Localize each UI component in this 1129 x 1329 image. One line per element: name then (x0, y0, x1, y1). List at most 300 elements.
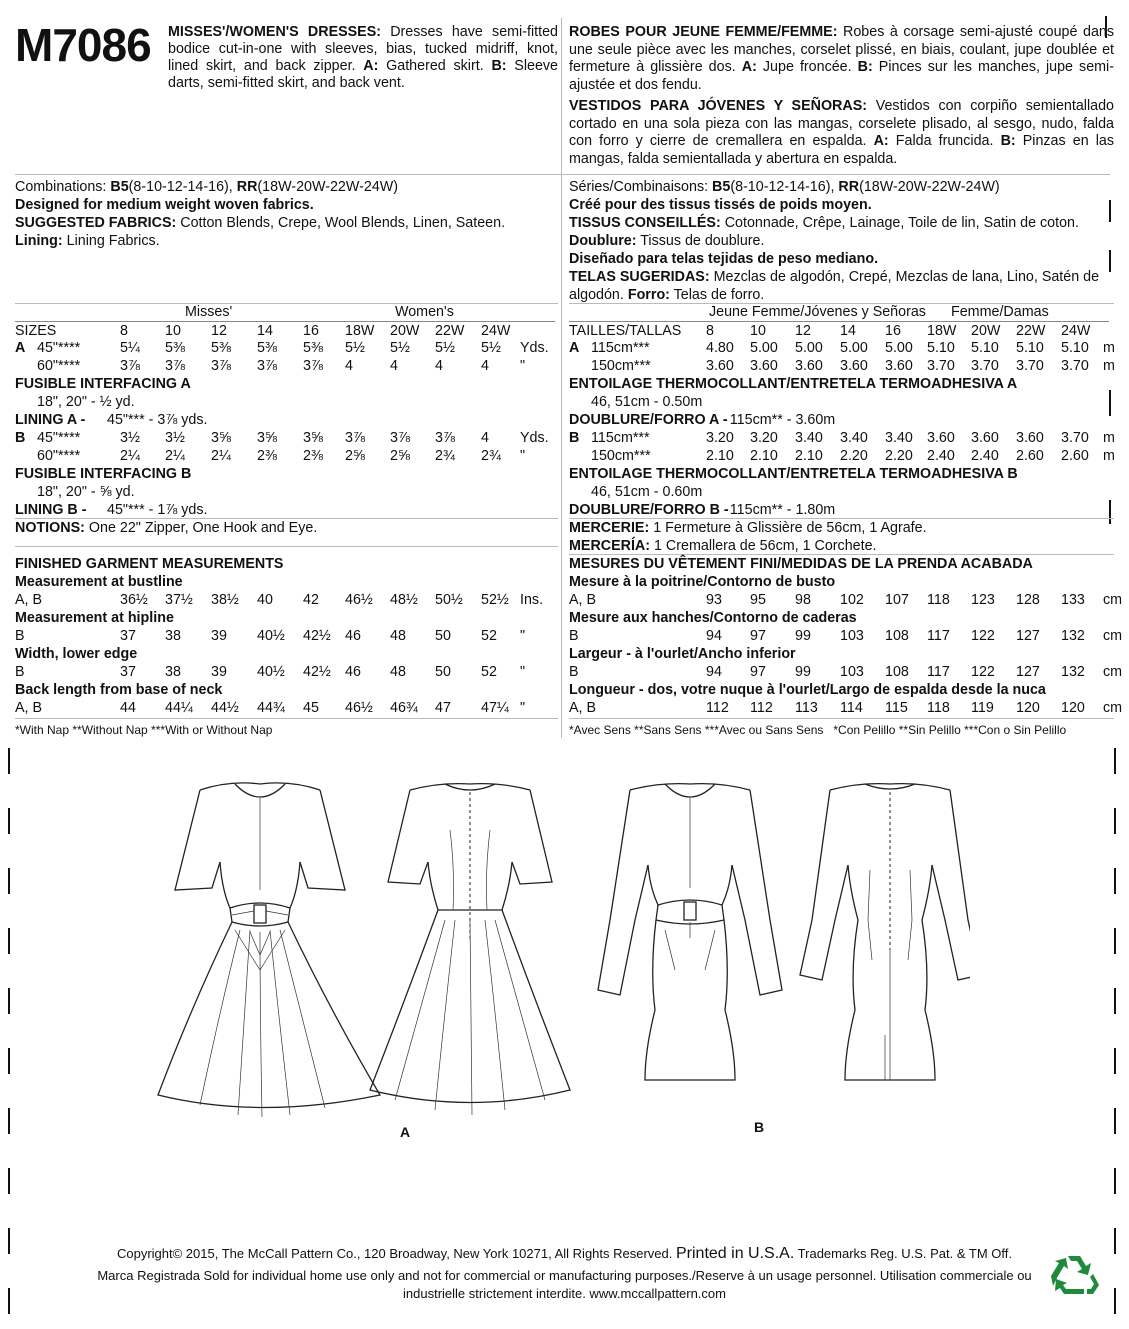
sizes-row (15, 321, 555, 339)
sizes-label: TAILLES/TALLAS (569, 323, 682, 339)
yardage-value: 3.60 (840, 358, 868, 374)
unit: " (520, 700, 526, 716)
row-note: 115cm** - 1.80m (729, 502, 836, 518)
measurement-value: 132 (1061, 628, 1085, 644)
unit: m (1103, 448, 1115, 464)
size-header: 16 (303, 323, 319, 339)
size-header: 24W (481, 323, 511, 339)
yardage-value: 3.60 (750, 358, 778, 374)
sizes-row (569, 321, 1109, 339)
measurement-value: 113 (795, 700, 818, 716)
measurement-value: 46½ (345, 592, 373, 608)
yardage-value: 3.60 (971, 430, 999, 446)
register-mark (1114, 928, 1116, 954)
row-heading: FUSIBLE INTERFACING A (15, 376, 191, 392)
measurement-value: 45 (303, 700, 319, 716)
measurement-value: 50½ (435, 592, 463, 608)
yardage-value: 4 (481, 430, 489, 446)
measurement-value: 94 (706, 628, 722, 644)
yardage-value: 3.60 (795, 358, 823, 374)
yardage-value: 2.40 (927, 448, 955, 464)
yardage-value: 2¼ (211, 448, 231, 464)
view-letter: A (569, 340, 580, 356)
description-fr: ROBES POUR JEUNE FEMME/FEMME: Robes à corsage semi-ajusté coupé dans une seule pièce avec les manches, corselet plissé, en biais, coulant, jupe doublée et fermeture à glissière dos. A: Jupe froncée. B: Pinces sur les manches, jupe semi-ajustée et dos fendu. (569, 24, 1114, 93)
measurement-value: 52 (481, 628, 497, 644)
yardage-value: 5½ (481, 340, 501, 356)
measurement-value: 103 (840, 664, 864, 680)
yardage-value: 4.80 (706, 340, 734, 356)
unit: " (520, 448, 526, 464)
yardage-value: 5.00 (795, 340, 823, 356)
measurement-value: 112 (750, 700, 773, 716)
register-mark (1114, 1108, 1116, 1134)
view-letter: A, B (15, 592, 43, 608)
fabric-info-fr: Séries/Combinaisons: B5(8-10-12-14-16), RR(18W-20W-22W-24W) Créé pour des tissus tissés de poids moyen. TISSUS CONSEILLÉS: Cotonnade, Crêpe, Lainage, Toile de lin, Satin de coton. Doublure: Tissus de doublure. Diseñado para telas tejidas de peso mediano. TELAS SUGERIDAS: Mezclas de algodón, Crepé, Mezclas de lana, Lino, Satén de algodón. Forro: Telas de forro. (569, 179, 1100, 303)
yardage-value: 4 (390, 358, 398, 374)
yardage-row (569, 483, 1109, 501)
yardage-value: 3.40 (840, 430, 868, 446)
measurement-value: 114 (840, 700, 863, 716)
measurement-value: 127 (1016, 664, 1040, 680)
size-header: 16 (885, 323, 901, 339)
measurement-value: 97 (750, 628, 766, 644)
measurement-value: 98 (795, 592, 811, 608)
measurement-value: 46½ (345, 700, 373, 716)
size-group-row (569, 303, 1109, 321)
yardage-value: 2¾ (435, 448, 455, 464)
measurement-value: 42½ (303, 628, 331, 644)
measurement-value: 50 (435, 628, 451, 644)
yardage-value: 3⅞ (303, 358, 323, 374)
yardage-row (15, 429, 555, 447)
yardage-value: 3⅞ (257, 358, 277, 374)
yardage-value: 2⅝ (390, 448, 410, 464)
yardage-value: 2¼ (165, 448, 185, 464)
measurement-value: 118 (927, 592, 950, 608)
measurement-label: Measurement at bustline (15, 574, 183, 590)
register-mark (8, 928, 10, 954)
measurement-value: 107 (885, 592, 909, 608)
unit: " (520, 628, 526, 644)
unit: cm (1103, 700, 1123, 716)
register-mark (8, 1048, 10, 1074)
row-note: 18", 20" - ½ yd. (37, 394, 135, 410)
yardage-value: 4 (435, 358, 443, 374)
size-header: 12 (211, 323, 227, 339)
measurement-value: 44 (120, 700, 136, 716)
measurement-label: Width, lower edge (15, 646, 138, 662)
yardage-value: 2.10 (795, 448, 823, 464)
measurement-value: 38 (165, 628, 181, 644)
measurement-row (15, 699, 560, 717)
measurement-value: 48 (390, 628, 406, 644)
yardage-value: 2⅝ (345, 448, 365, 464)
yardage-row (15, 465, 555, 483)
register-mark (8, 808, 10, 834)
description-es: VESTIDOS PARA JÓVENES Y SEÑORAS: Vestidos con corpiño semientallado cortado en una sola pieza con las mangas, corselete plisado, al sesgo, nudo, falda con forro y cierre de cremallera en espalda. A: Falda fruncida. B: Pinzas en las mangas, falda semientallada y abertura en espalda. (569, 98, 1115, 167)
measurement-value: 133 (1061, 592, 1085, 608)
register-mark (1114, 1168, 1116, 1194)
usage-notice: Marca Registrada Sold for individual home use only and not for commercial or manufacturing purposes./Reserve à un usage personnel. Utilisation commerciale ou (97, 1268, 1032, 1283)
register-mark (1114, 1048, 1116, 1074)
yardage-row (569, 393, 1109, 411)
dress-illustration (150, 770, 970, 1150)
measurement-value: 94 (706, 664, 722, 680)
unit: m (1103, 340, 1115, 356)
size-header: 20W (971, 323, 1001, 339)
fabric-width: 115cm*** (591, 340, 650, 356)
view-label-a: A (400, 1124, 411, 1140)
size-group-label: Women's (395, 304, 454, 320)
unit: cm (1103, 664, 1123, 680)
yardage-row (15, 375, 555, 393)
yardage-value: 2.20 (840, 448, 868, 464)
measurement-value: 40 (257, 592, 273, 608)
measurement-label: Mesure à la poitrine/Contorno de busto (569, 574, 836, 590)
register-mark (1114, 988, 1116, 1014)
yardage-value: 2⅜ (303, 448, 323, 464)
register-mark (1109, 500, 1111, 524)
register-mark (1114, 868, 1116, 894)
fabric-width: 45"**** (37, 340, 81, 356)
size-header: 20W (390, 323, 420, 339)
yardage-value: 5.00 (750, 340, 778, 356)
unit: " (520, 358, 526, 374)
rule (569, 718, 1114, 719)
view-letter: B (15, 430, 26, 446)
measurement-value: 37½ (165, 592, 193, 608)
measurement-value: 123 (971, 592, 995, 608)
measurement-value: 50 (435, 664, 451, 680)
measurement-value: 46 (345, 664, 361, 680)
unit: Yds. (520, 430, 549, 446)
measurement-value: 95 (750, 592, 766, 608)
measurement-value: 52 (481, 664, 497, 680)
unit: cm (1103, 628, 1123, 644)
unit: Yds. (520, 340, 549, 356)
size-group-label: Misses' (185, 304, 233, 320)
size-group-row (15, 303, 555, 321)
unit: m (1103, 430, 1115, 446)
fabric-width: 60"**** (37, 358, 81, 374)
size-header: 8 (706, 323, 714, 339)
measurement-value: 48½ (390, 592, 418, 608)
yardage-value: 5½ (345, 340, 365, 356)
yardage-value: 5⅜ (211, 340, 231, 356)
view-label-b: B (754, 1119, 765, 1135)
row-note: 46, 51cm - 0.60m (591, 484, 703, 500)
size-header: 14 (257, 323, 273, 339)
fabric-width: 115cm*** (591, 430, 650, 446)
size-header: 8 (120, 323, 128, 339)
size-header: 10 (165, 323, 181, 339)
measurement-value: 102 (840, 592, 864, 608)
fabric-width: 45"**** (37, 430, 81, 446)
yardage-value: 3⅝ (257, 430, 277, 446)
unit: " (520, 664, 526, 680)
yardage-value: 3.70 (1016, 358, 1044, 374)
view-a-back (370, 784, 570, 1115)
yardage-value: 5.10 (1016, 340, 1044, 356)
row-heading: LINING B - (15, 502, 87, 518)
column-divider (561, 18, 562, 738)
view-letter: B (569, 664, 579, 680)
measurement-value: 46¾ (390, 700, 418, 716)
size-header: 14 (840, 323, 856, 339)
yardage-row (15, 357, 555, 375)
yardage-value: 2¾ (481, 448, 501, 464)
measurement-value: 47¼ (481, 700, 509, 716)
yardage-value: 5.10 (1061, 340, 1089, 356)
row-heading: DOUBLURE/FORRO B - (569, 502, 729, 518)
view-b-back (800, 784, 970, 1080)
size-group-label: Jeune Femme/Jóvenes y Señoras (709, 304, 926, 320)
measurement-value: 120 (1016, 700, 1040, 716)
yardage-row (15, 393, 555, 411)
measurement-value: 99 (795, 628, 811, 644)
yardage-value: 3.70 (1061, 358, 1089, 374)
measurements-title: MESURES DU VÊTEMENT FINI/MEDIDAS DE LA PRENDA ACABADA (569, 556, 1033, 572)
yardage-row (15, 447, 555, 465)
usage-notice-2: industrielle strictement interdite. www.mccallpattern.com (403, 1286, 726, 1301)
yardage-value: 5⅜ (165, 340, 185, 356)
yardage-value: 3.70 (927, 358, 955, 374)
view-b-front (598, 784, 782, 1080)
yardage-row (15, 483, 555, 501)
yardage-row (569, 429, 1115, 447)
measurement-value: 108 (885, 664, 909, 680)
fabric-width: 150cm*** (591, 358, 651, 374)
measurement-value: 117 (927, 628, 950, 644)
yardage-value: 3.20 (706, 430, 734, 446)
measurement-value: 46 (345, 628, 361, 644)
yardage-value: 2.60 (1016, 448, 1044, 464)
measurement-value: 44½ (211, 700, 239, 716)
measurement-value: 38½ (211, 592, 239, 608)
measurement-value: 40½ (257, 628, 285, 644)
yardage-value: 3⅞ (120, 358, 140, 374)
yardage-value: 2.10 (750, 448, 778, 464)
measurement-value: 122 (971, 628, 995, 644)
yardage-value: 3⅞ (211, 358, 231, 374)
yardage-value: 3.70 (1061, 430, 1089, 446)
view-letter: A, B (569, 700, 597, 716)
measurement-value: 112 (706, 700, 729, 716)
measurement-value: 37 (120, 664, 136, 680)
yardage-row (569, 339, 1115, 357)
yardage-row (15, 411, 555, 429)
yardage-value: 5.00 (885, 340, 913, 356)
measurement-value: 118 (927, 700, 950, 716)
fabric-info-en: Combinations: B5(8-10-12-14-16), RR(18W-20W-22W-24W) Designed for medium weight woven fabrics. SUGGESTED FABRICS: Cotton Blends, Crepe, Wool Blends, Linen, Sateen. Lining: Lining Fabrics. (15, 179, 506, 249)
measurement-value: 119 (971, 700, 994, 716)
view-letter: A (15, 340, 26, 356)
measurement-value: 47 (435, 700, 451, 716)
measurement-row (569, 627, 1123, 645)
view-letter: B (569, 628, 579, 644)
row-heading: DOUBLURE/FORRO A - (569, 412, 728, 428)
description-en: MISSES'/WOMEN'S DRESSES: Dresses have semi-fitted bodice cut-in-one with sleeves, bias, tucked midriff, knot, lined skirt, and back zipper. A: Gathered skirt. B: Sleeve darts, semi-fitted skirt, and back vent. (168, 24, 558, 91)
measurement-value: 108 (885, 628, 909, 644)
yardage-value: 3.40 (885, 430, 913, 446)
view-a-front (158, 783, 380, 1117)
measurement-value: 44¾ (257, 700, 285, 716)
register-mark (8, 1168, 10, 1194)
yardage-value: 5⅜ (303, 340, 323, 356)
yardage-value: 3.60 (927, 430, 955, 446)
row-heading: FUSIBLE INTERFACING B (15, 466, 192, 482)
yardage-value: 3⅞ (165, 358, 185, 374)
measurement-value: 93 (706, 592, 722, 608)
size-header: 22W (435, 323, 465, 339)
recycle-icon (1050, 1252, 1100, 1298)
measurement-value: 39 (211, 628, 227, 644)
unit: m (1103, 358, 1115, 374)
rule (15, 718, 558, 719)
measurement-value: 36½ (120, 592, 148, 608)
measurement-value: 115 (885, 700, 908, 716)
measurement-row (569, 591, 1123, 609)
unit: Ins. (520, 592, 544, 608)
measurement-value: 42 (303, 592, 319, 608)
yardage-value: 2.40 (971, 448, 999, 464)
view-letter: B (15, 664, 25, 680)
measurement-value: 44¼ (165, 700, 193, 716)
yardage-value: 3⅞ (435, 430, 455, 446)
measurement-label: Measurement at hipline (15, 610, 174, 626)
measurement-value: 37 (120, 628, 136, 644)
register-mark (8, 748, 10, 774)
yardage-value: 3.70 (971, 358, 999, 374)
register-mark (1114, 808, 1116, 834)
measurement-value: 39 (211, 664, 227, 680)
register-mark (8, 1108, 10, 1134)
register-mark (1114, 748, 1116, 774)
measurement-row (15, 627, 560, 645)
sizes-label: SIZES (15, 323, 57, 339)
rule (15, 174, 1110, 175)
size-header: 18W (345, 323, 375, 339)
measurement-value: 127 (1016, 628, 1040, 644)
yardage-value: 2.10 (706, 448, 734, 464)
copyright-line: Copyright© 2015, The McCall Pattern Co., 120 Broadway, New York 10271, All Rights Reserved. Printed in U.S.A. Trademarks Reg. U.S. Pat. & TM Off. (116, 1245, 1012, 1262)
unit: cm (1103, 592, 1123, 608)
view-letter: A, B (569, 592, 597, 608)
row-note: 46, 51cm - 0.50m (591, 394, 703, 410)
yardage-value: 3⅞ (345, 430, 365, 446)
yardage-row (569, 465, 1109, 483)
yardage-value: 3⅝ (303, 430, 323, 446)
pattern-number: M7086 (15, 19, 151, 71)
measurement-value: 38 (165, 664, 181, 680)
yardage-value: 5.10 (927, 340, 955, 356)
size-group-label: Femme/Damas (951, 304, 1049, 320)
measurement-value: 99 (795, 664, 811, 680)
measurement-row (15, 591, 560, 609)
measurement-row (569, 663, 1123, 681)
yardage-row (569, 447, 1115, 465)
measurement-value: 120 (1061, 700, 1085, 716)
yardage-value: 3.20 (750, 430, 778, 446)
measurement-label: Back length from base of neck (15, 682, 223, 698)
yardage-value: 2.60 (1061, 448, 1089, 464)
register-mark (8, 868, 10, 894)
row-note: 45"*** - 3⅞ yds. (107, 412, 208, 428)
yardage-value: 3⅞ (390, 430, 410, 446)
yardage-value: 3.60 (885, 358, 913, 374)
rule (15, 546, 558, 547)
size-header: 22W (1016, 323, 1046, 339)
yardage-value: 3½ (120, 430, 140, 446)
measurement-value: 42½ (303, 664, 331, 680)
row-note: 18", 20" - ⅝ yd. (37, 484, 135, 500)
register-mark (1109, 390, 1111, 416)
yardage-value: 2¼ (120, 448, 140, 464)
size-header: 18W (927, 323, 957, 339)
yardage-row (15, 501, 555, 519)
measurement-value: 97 (750, 664, 766, 680)
size-header: 24W (1061, 323, 1091, 339)
yardage-value: 3.60 (1016, 430, 1044, 446)
row-heading: ENTOILAGE THERMOCOLLANT/ENTRETELA TERMOADHESIVA B (569, 466, 1018, 482)
yardage-value: 4 (481, 358, 489, 374)
yardage-row (569, 411, 1109, 429)
yardage-value: 2.20 (885, 448, 913, 464)
row-note: 115cm** - 3.60m (729, 412, 836, 428)
measurement-label: Largeur - à l'ourlet/Ancho inferior (569, 646, 796, 662)
row-note: 45"*** - 1⅞ yds. (107, 502, 208, 518)
measurement-label: Mesure aux hanches/Contorno de caderas (569, 610, 857, 626)
measurement-row (15, 663, 560, 681)
size-header: 12 (795, 323, 811, 339)
measurement-value: 132 (1061, 664, 1085, 680)
measurement-value: 103 (840, 628, 864, 644)
yardage-row (569, 501, 1109, 519)
measurement-value: 40½ (257, 664, 285, 680)
yardage-value: 5.00 (840, 340, 868, 356)
measurement-value: 117 (927, 664, 950, 680)
yardage-value: 5½ (390, 340, 410, 356)
yardage-value: 5.10 (971, 340, 999, 356)
view-letter: B (569, 430, 580, 446)
measurements-title: FINISHED GARMENT MEASUREMENTS (15, 556, 284, 572)
measurement-value: 48 (390, 664, 406, 680)
yardage-row (569, 375, 1109, 393)
yardage-row (569, 357, 1115, 375)
measurement-value: 52½ (481, 592, 509, 608)
yardage-value: 4 (345, 358, 353, 374)
measurement-value: 122 (971, 664, 995, 680)
size-header: 10 (750, 323, 766, 339)
measurement-label: Longueur - dos, votre nuque à l'ourlet/Largo de espalda desde la nuca (569, 682, 1046, 698)
yardage-value: 3⅝ (211, 430, 231, 446)
view-letter: A, B (15, 700, 43, 716)
measurement-value: 128 (1016, 592, 1040, 608)
yardage-value: 3.40 (795, 430, 823, 446)
yardage-value: 5¼ (120, 340, 140, 356)
yardage-value: 5½ (435, 340, 455, 356)
yardage-row (15, 339, 555, 357)
yardage-value: 5⅜ (257, 340, 277, 356)
fabric-width: 60"**** (37, 448, 81, 464)
register-mark (8, 988, 10, 1014)
yardage-value: 2⅜ (257, 448, 277, 464)
row-heading: ENTOILAGE THERMOCOLLANT/ENTRETELA TERMOADHESIVA A (569, 376, 1018, 392)
view-letter: B (15, 628, 25, 644)
fabric-width: 150cm*** (591, 448, 651, 464)
measurement-row (569, 699, 1123, 717)
yardage-value: 3½ (165, 430, 185, 446)
